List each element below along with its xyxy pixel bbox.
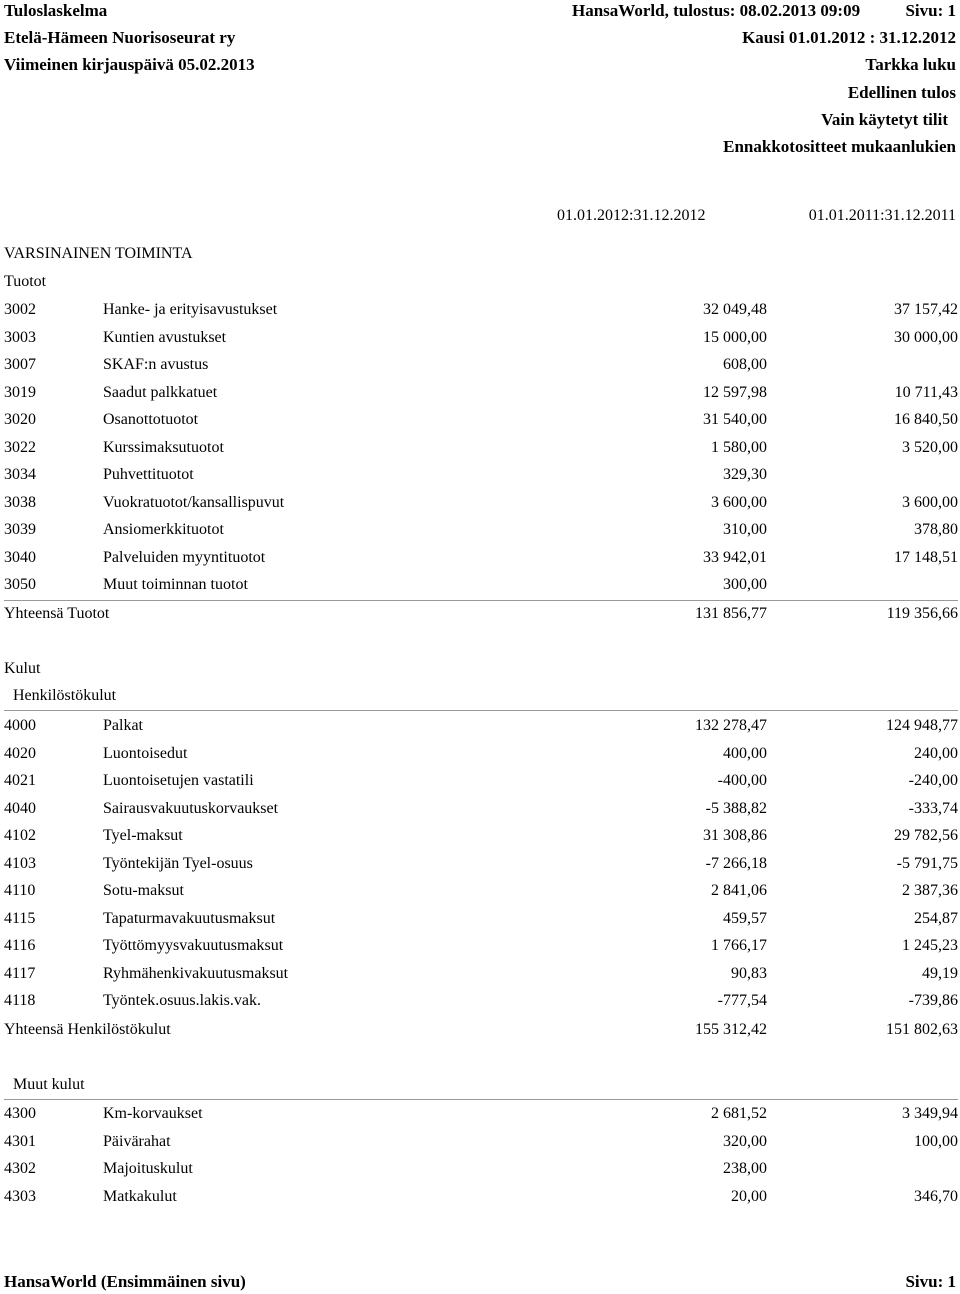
account-row [4,935,958,957]
current-amount: 1 580,00 [711,438,767,456]
option-used-accounts: Vain käytetyt tilit [821,110,948,129]
print-info: HansaWorld, tulostus: 08.02.2013 09:09 [572,1,861,20]
account-code: 4103 [4,854,36,872]
account-name: Sairausvakuutuskorvaukset [103,799,279,817]
account-row [4,770,958,792]
previous-amount: 378,80 [914,521,958,538]
account-name: Ryhmähenkivakuutusmaksut [103,964,289,982]
account-name: Km-korvaukset [103,1105,203,1122]
account-code: 4021 [4,772,36,789]
option-prepayments: Ennakkotositteet mukaanlukien [723,137,956,156]
account-code: 4303 [4,1187,36,1205]
account-name: Kurssimaksutuotot [103,438,224,456]
account-code: 3038 [4,493,36,511]
account-row [4,1186,958,1208]
account-row [4,880,958,902]
account-row [4,825,958,847]
account-row [4,354,958,376]
other-rule [4,1099,958,1100]
current-amount: 400,00 [723,744,767,762]
account-name: Tyel-maksut [103,827,183,844]
current-amount: 31 540,00 [703,411,767,428]
account-code: 4116 [4,937,36,954]
previous-amount: -739,86 [908,992,958,1009]
account-name: Työntekijän Tyel-osuus [103,854,253,872]
account-code: 3022 [4,438,36,456]
account-name: Palkat [103,717,143,734]
account-code: 4301 [4,1132,36,1150]
account-row [4,1103,958,1125]
previous-amount: 10 711,43 [894,383,958,401]
current-amount: 320,00 [723,1132,767,1150]
account-row [4,908,958,930]
account-code: 4020 [4,744,36,762]
account-code: 4115 [4,909,36,927]
account-name: Muut toiminnan tuotot [103,576,248,593]
current-amount: -5 388,82 [705,799,767,817]
current-amount: 310,00 [723,521,767,538]
current-amount: 459,57 [723,909,767,927]
previous-amount: 30 000,00 [894,328,958,346]
account-code: 3007 [4,356,36,373]
previous-amount: 254,87 [914,909,958,927]
account-code: 4110 [4,882,36,899]
account-code: 3050 [4,576,36,593]
account-code: 4117 [4,964,36,982]
account-row [4,963,958,985]
current-amount: 329,30 [723,466,767,483]
current-amount: 608,00 [723,356,767,373]
income-total-rule [4,600,958,601]
account-name: Osanottotuotot [103,411,199,428]
account-code: 3002 [4,301,36,318]
previous-amount: 100,00 [914,1132,958,1150]
account-row [4,1131,958,1153]
previous-amount: -333,74 [908,799,958,817]
account-code: 3039 [4,521,36,538]
personnel-total-label: Yhteensä Henkilöstökulut [4,1021,171,1038]
current-amount: 238,00 [723,1160,767,1177]
account-row [4,409,958,431]
report-period: Kausi 01.01.2012 : 31.12.2012 [742,28,956,47]
account-row [4,574,958,596]
income-total-row [4,603,958,625]
account-name: Työttömyysvakuutusmaksut [103,937,284,954]
last-entry-date: Viimeinen kirjauspäivä 05.02.2013 [4,55,255,74]
previous-amount: -240,00 [908,772,958,789]
account-code: 3019 [4,383,36,401]
previous-amount: 17 148,51 [894,548,958,566]
current-amount: 32 049,48 [703,301,767,318]
income-total-current: 131 856,77 [695,605,767,622]
section-other-costs: Muut kulut [13,1076,85,1093]
account-row [4,464,958,486]
account-name: Työntek.osuus.lakis.vak. [103,992,261,1009]
section-personnel-costs: Henkilöstökulut [13,687,117,704]
income-total-previous: 119 356,66 [886,605,958,622]
current-amount: 15 000,00 [703,328,767,346]
account-name: Luontoisedut [103,744,188,762]
account-name: Kuntien avustukset [103,328,227,346]
current-amount: -400,00 [717,772,767,789]
previous-amount: 3 349,94 [902,1105,958,1122]
current-amount: 1 766,17 [711,937,767,954]
previous-amount: 37 157,42 [894,301,958,318]
current-amount: 33 942,01 [703,548,767,566]
income-total-label: Yhteensä Tuotot [4,605,110,622]
previous-amount: 124 948,77 [886,717,958,734]
account-code: 3003 [4,328,36,346]
current-amount: -7 266,18 [705,854,767,872]
account-code: 4302 [4,1160,36,1177]
page-number: Sivu: 1 [905,1,956,20]
option-previous-result: Edellinen tulos [847,83,956,102]
account-row [4,798,958,820]
account-name: Hanke- ja erityisavustukset [103,301,278,318]
footer-page: Sivu: 1 [905,1272,956,1291]
account-code: 4118 [4,992,36,1009]
report-title: Tuloslaskelma [4,1,108,20]
current-amount: 20,00 [731,1187,767,1205]
account-name: Vuokratuotot/kansallispuvut [103,493,285,511]
account-name: Päivärahat [103,1132,171,1150]
account-name: Luontoisetujen vastatili [103,772,254,789]
personnel-total-row [4,1019,958,1041]
account-row [4,492,958,514]
account-row [4,715,958,737]
account-row [4,743,958,765]
current-amount: 2 681,52 [711,1105,767,1122]
account-row [4,437,958,459]
current-amount: 31 308,86 [703,827,767,844]
account-row [4,853,958,875]
current-amount: 132 278,47 [695,717,767,734]
account-code: 4102 [4,827,36,844]
previous-amount: 240,00 [914,744,958,762]
previous-amount: 16 840,50 [894,411,958,428]
section-expenses: Kulut [4,660,41,677]
current-amount: 300,00 [723,576,767,593]
section-main-operations: VARSINAINEN TOIMINTA [4,245,193,262]
account-name: Saadut palkkatuet [103,383,218,401]
account-row [4,990,958,1012]
account-name: Tapaturmavakuutusmaksut [103,909,276,927]
account-name: Matkakulut [103,1187,177,1205]
column-current-period: 01.01.2012:31.12.2012 [557,207,706,224]
account-code: 4040 [4,799,36,817]
current-amount: 12 597,98 [703,383,767,401]
personnel-rule [4,710,958,711]
account-code: 4300 [4,1105,36,1122]
account-name: Majoituskulut [103,1160,193,1177]
account-name: Ansiomerkkituotot [103,521,224,538]
account-row [4,299,958,321]
previous-amount: 1 245,23 [902,937,958,954]
personnel-total-previous: 151 802,63 [886,1021,958,1038]
previous-amount: 2 387,36 [902,882,958,899]
account-code: 3040 [4,548,36,566]
account-row [4,547,958,569]
account-name: Palveluiden myyntituotot [103,548,266,566]
account-code: 3020 [4,411,36,428]
account-row [4,382,958,404]
section-income: Tuotot [4,273,47,290]
column-previous-period: 01.01.2011:31.12.2011 [808,207,956,224]
option-exact: Tarkka luku [865,55,956,74]
previous-amount: -5 791,75 [896,854,958,872]
footer-left: HansaWorld (Ensimmäinen sivu) [4,1272,246,1291]
account-code: 3034 [4,466,36,483]
account-name: Sotu-maksut [103,882,184,899]
previous-amount: 3 600,00 [902,493,958,511]
account-row [4,327,958,349]
current-amount: 3 600,00 [711,493,767,511]
previous-amount: 49,19 [922,964,958,982]
personnel-total-current: 155 312,42 [695,1021,767,1038]
current-amount: 2 841,06 [711,882,767,899]
account-row [4,519,958,541]
account-name: Puhvettituotot [103,466,194,483]
previous-amount: 3 520,00 [902,438,958,456]
current-amount: 90,83 [731,964,767,982]
previous-amount: 29 782,56 [894,827,958,844]
account-code: 4000 [4,717,36,734]
company-name: Etelä-Hämeen Nuorisoseurat ry [4,28,236,47]
previous-amount: 346,70 [914,1187,958,1205]
account-name: SKAF:n avustus [103,356,209,373]
account-row [4,1158,958,1180]
current-amount: -777,54 [717,992,767,1009]
